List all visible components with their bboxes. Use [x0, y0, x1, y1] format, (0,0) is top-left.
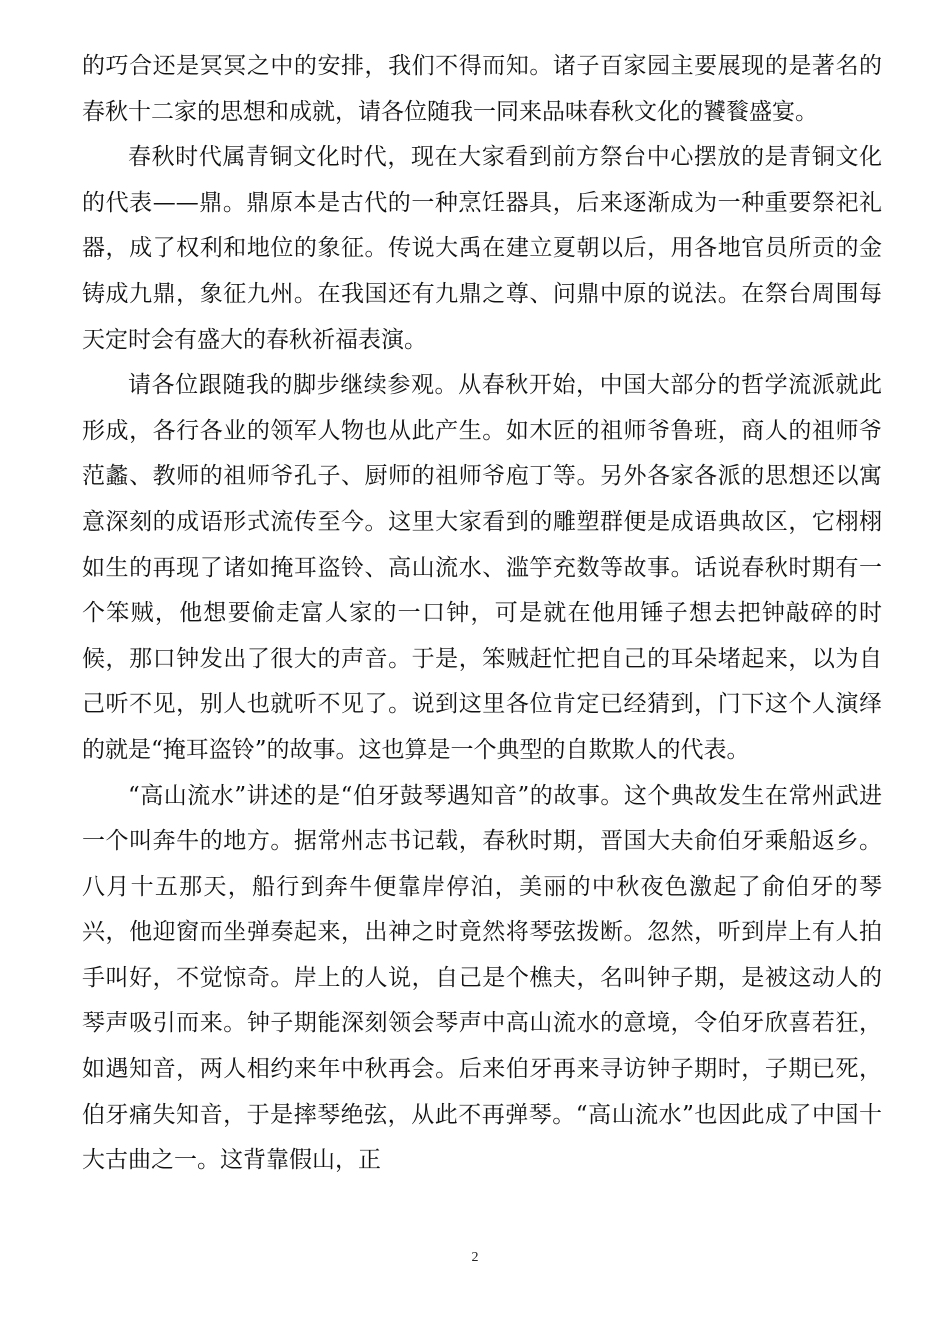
page-number: 2 — [471, 1250, 479, 1265]
paragraph-continued: 的巧合还是冥冥之中的安排，我们不得而知。诸子百家园主要展现的是著名的春秋十二家的思想和成就，请各位随我一同来品味春秋文化的饕餮盛宴。 — [82, 53, 882, 125]
paragraph-bronze-culture: 春秋时代属青铜文化时代，现在大家看到前方祭台中心摆放的是青铜文化的代表——鼎。鼎原本是古代的一种烹饪器具，后来逐渐成为一种重要祭祀礼器，成了权利和地位的象征。传说大禹在建立夏朝以后，用各地官员所贡的金铸成九鼎，象征九州。在我国还有九鼎之尊、问鼎中原的说法。在祭台周围每天定时会有盛大的春秋祈福表演。 — [82, 144, 882, 353]
paragraph-high-mountain-flowing-water: “高山流水”讲述的是“伯牙鼓琴遇知音”的故事。这个典故发生在常州武进一个叫奔牛的地方。据常州志书记载，春秋时期，晋国大夫俞伯牙乘船返乡。八月十五那天，船行到奔牛便靠岸停泊，美丽的中秋夜色激起了俞伯牙的琴兴，他迎窗而坐弹奏起来，出神之时竟然将琴弦拨断。忽然，听到岸上有人拍手叫好，不觉惊奇。岸上的人说，自己是个樵夫，名叫钟子期，是被这动人的琴声吸引而来。钟子期能深刻领会琴声中高山流水的意境，令伯牙欣喜若狂，如遇知音，两人相约来年中秋再会。后来伯牙再来寻访钟子期时，子期已死，伯牙痛失知音，于是摔琴绝弦，从此不再弹琴。“高山流水”也因此成了中国十大古曲之一。这背靠假山，正 — [82, 782, 882, 1174]
paragraph-idiom-area: 请各位跟随我的脚步继续参观。从春秋开始，中国大部分的哲学流派就此形成，各行各业的领军人物也从此产生。如木匠的祖师爷鲁班，商人的祖师爷范蠡、教师的祖师爷孔子、厨师的祖师爷庖丁等。另外各家各派的思想还以寓意深刻的成语形式流传至今。这里大家看到的雕塑群便是成语典故区，它栩栩如生的再现了诸如掩耳盗铃、高山流水、滥竽充数等故事。话说春秋时期有一个笨贼，他想要偷走富人家的一口钟，可是就在他用锤子想去把钟敲碎的时候，那口钟发出了很大的声音。于是，笨贼赶忙把自己的耳朵堵起来，以为自己听不见，别人也就听不见了。说到这里各位肯定已经猜到，门下这个人演绎的就是“掩耳盗铃”的故事。这也算是一个典型的自欺欺人的代表。 — [82, 372, 882, 763]
body-text — [82, 44, 882, 1184]
